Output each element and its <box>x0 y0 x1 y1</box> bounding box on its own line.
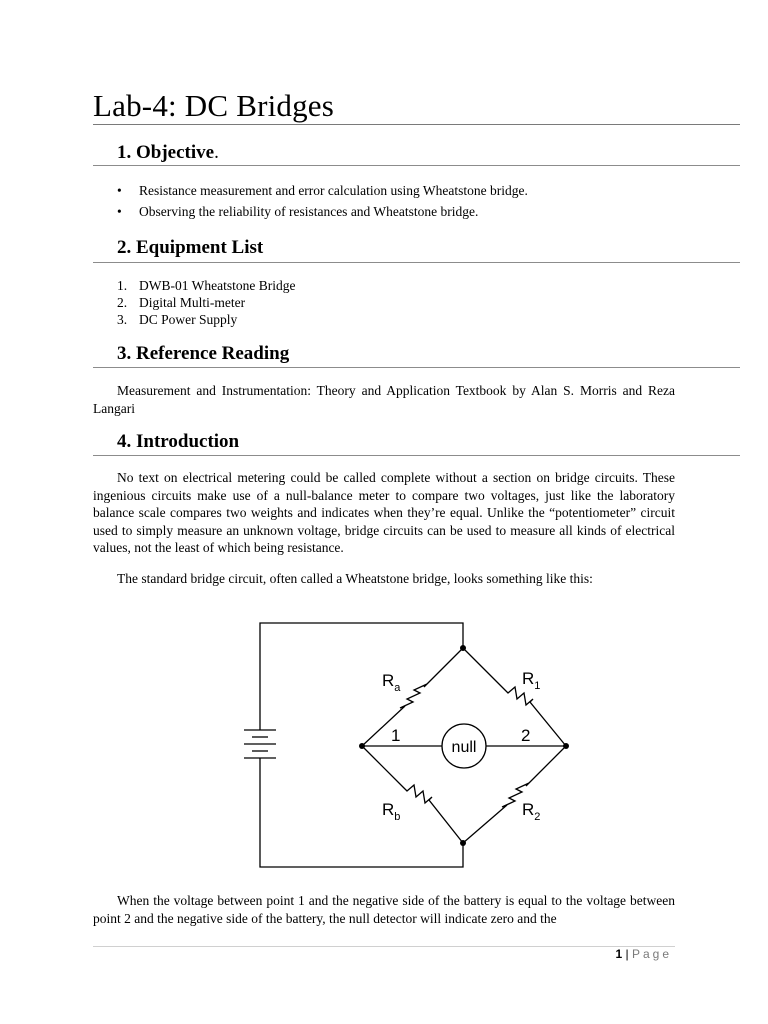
label-r1: $R_1$ <box>522 669 541 692</box>
intro-paragraph: When the voltage between point 1 and the negative side of the battery is equal to the voltage between point 2 and the negative side of the battery, the null detector will indicate zero and the <box>93 893 675 926</box>
node-bottom <box>460 840 466 846</box>
label-rb: $R_b$ <box>382 800 401 823</box>
list-text: Digital Multi-meter <box>139 295 246 310</box>
label-ra: $R_a$ <box>382 671 401 694</box>
label-null: null <box>451 739 477 756</box>
label-point-2: 2 <box>521 726 531 745</box>
intro-paragraph: The standard bridge circuit, often called a Wheatstone bridge, looks something like this: <box>117 571 593 586</box>
node-top <box>460 645 466 651</box>
top-wire <box>260 623 463 730</box>
section-rule <box>93 367 740 368</box>
resistor-r1 <box>463 648 566 746</box>
list-number: 1. <box>117 278 128 293</box>
resistor-r2 <box>463 746 566 843</box>
section-number: 2. <box>117 237 132 258</box>
section-rule <box>93 262 740 263</box>
intro-paragraph: No text on electrical metering could be called complete without a section on bridge circuits. These ingenious circuits make use of a null-balance meter to compare two voltages, just like the laboratory balance scale compares two weights and indicates when they’re equal. Unlike the “potentiometer” circuit used to simply measure an unknown voltage, bridge circuits can be used to measure all kinds of electrical values, not the least of which being resistance. <box>93 470 675 555</box>
list-text: DWB-01 Wheatstone Bridge <box>139 278 296 293</box>
section-punct: . <box>214 142 219 163</box>
section-number: 3. <box>117 343 132 364</box>
bottom-wire <box>260 758 463 867</box>
section-heading-introduction <box>117 431 239 453</box>
section-number: 1. <box>117 142 132 163</box>
section-title: Reference Reading <box>136 343 290 364</box>
section-number: 4. <box>117 431 132 452</box>
list-item: • Resistance measurement and error calculation using Wheatstone bridge. <box>117 180 528 201</box>
reference-paragraph: Measurement and Instrumentation: Theory and Application Textbook by Alan S. Morris and Reza Langari <box>93 383 675 416</box>
label-r2: $R_2$ <box>522 800 541 823</box>
list-item <box>117 311 295 328</box>
footer-rule <box>93 946 675 947</box>
section-heading-equipment <box>117 237 263 259</box>
list-item <box>117 294 295 311</box>
list-text: DC Power Supply <box>139 312 238 327</box>
title-rule <box>93 124 740 125</box>
section-title: Introduction <box>136 431 240 452</box>
page-word: Page <box>631 947 672 961</box>
wheatstone-bridge-diagram <box>230 610 590 875</box>
page-number: 1 <box>615 947 623 961</box>
label-point-1: 1 <box>391 726 401 745</box>
section-heading-reference <box>117 343 289 365</box>
list-number: 2. <box>117 295 128 310</box>
list-number: 3. <box>117 312 128 327</box>
objective-list <box>117 180 528 222</box>
section-title: Objective <box>136 142 215 163</box>
section-rule <box>93 165 740 166</box>
section-title: Equipment List <box>136 237 264 258</box>
page-footer <box>615 947 672 961</box>
list-item: • Observing the reliability of resistances and Wheatstone bridge. <box>117 201 528 222</box>
footer-separator: | <box>625 947 629 961</box>
node-left <box>359 743 365 749</box>
section-rule <box>93 455 740 456</box>
node-right <box>563 743 569 749</box>
list-item <box>117 277 295 294</box>
page-title: Lab-4: DC Bridges <box>93 88 335 123</box>
equipment-list <box>117 277 295 328</box>
section-heading-objective <box>117 142 219 164</box>
